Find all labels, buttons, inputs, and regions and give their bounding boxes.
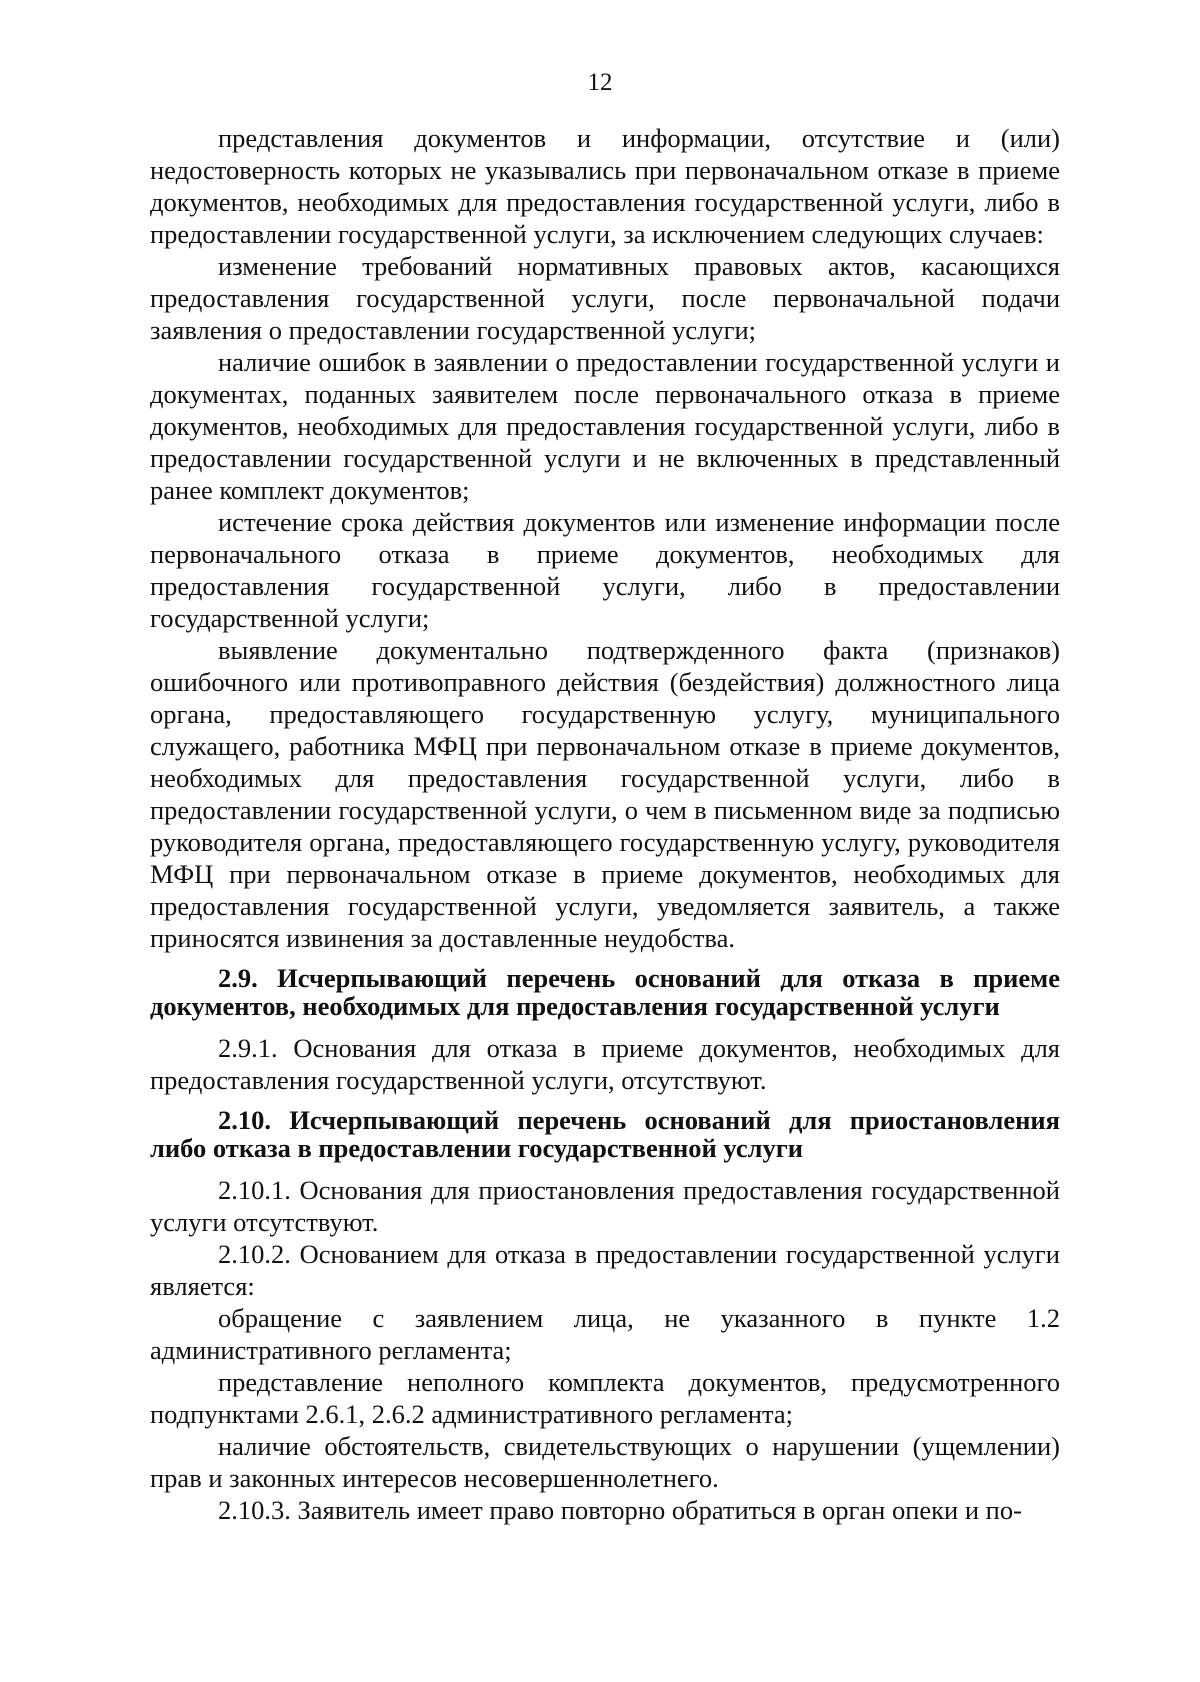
paragraph-2-10-2: 2.10.2. Основанием для отказа в предоставлении государственной услуги является:	[150, 1239, 1060, 1301]
paragraph-2-10-1: 2.10.1. Основания для приостановления предоставления государственной услуги отсутствуют.	[150, 1175, 1060, 1237]
paragraph-refusal-ground-minor-rights: наличие обстоятельств, свидетельствующих о нарушении (ущемлении) прав и законных интересов несовершеннолетнего.	[150, 1431, 1060, 1493]
paragraph-exception-requirements-change: изменение требований нормативных правовых актов, касающихся предоставления государственной услуги, после первоначальной подачи заявления о предоставлении государственной услуги;	[150, 251, 1060, 345]
page-number: 12	[587, 69, 613, 96]
paragraph-refusal-ground-applicant: обращение с заявлением лица, не указанного в пункте 1.2 административного регламента;	[150, 1303, 1060, 1365]
paragraph-2-10-3: 2.10.3. Заявитель имеет право повторно обратиться в орган опеки и по-	[218, 1495, 1022, 1525]
paragraph-exception-misconduct: выявление документально подтвержденного факта (признаков) ошибочного или противоправного действия (бездействия) должностного лица органа, предоставляющего государственную услугу, муниципального служащего, работника МФЦ при первоначальном отказе в приеме документов, необходимых для предоставления государственной услуги, либо в предоставлении государственной услуги, о чем в письменном виде за подписью руководителя органа, предоставляющего государственную услугу, руководителя МФЦ при первоначальном отказе в приеме документов, необходимых для предоставления государственной услуги, уведомляется заявитель, а также приносятся извинения за доставленные неудобства.	[150, 635, 1060, 953]
paragraph-continuation: представления документов и информации, отсутствие и (или) недостоверность которых не указывались при первоначальном отказе в приеме документов, необходимых для предоставления государственной услуги, либо в предоставлении государственной услуги, за исключением следующих случаев:	[150, 123, 1060, 249]
document-body	[150, 122, 1060, 1526]
section-heading-2-9: 2.9. Исчерпывающий перечень оснований для отказа в приеме документов, необходимых для предоставления государственной услуги	[150, 963, 1060, 1021]
paragraph-2-9-1: 2.9.1. Основания для отказа в приеме документов, необходимых для предоставления государственной услуги, отсутствуют.	[150, 1033, 1060, 1095]
paragraph-exception-expiry: истечение срока действия документов или изменение информации после первоначального отказа в приеме документов, необходимых для предоставления государственной услуги, либо в предоставлении государственной услуги;	[150, 507, 1060, 633]
paragraph-exception-errors: наличие ошибок в заявлении о предоставлении государственной услуги и документах, поданных заявителем после первоначального отказа в приеме документов, необходимых для предоставления государственной услуги, либо в предоставлении государственной услуги и не включенных в представленный ранее комплект документов;	[150, 347, 1060, 505]
section-heading-2-10: 2.10. Исчерпывающий перечень оснований для приостановления либо отказа в предоставлении государственной услуги	[150, 1105, 1060, 1163]
paragraph-refusal-ground-documents: представление неполного комплекта документов, предусмотренного подпунктами 2.6.1, 2.6.2 административного регламента;	[150, 1367, 1060, 1429]
